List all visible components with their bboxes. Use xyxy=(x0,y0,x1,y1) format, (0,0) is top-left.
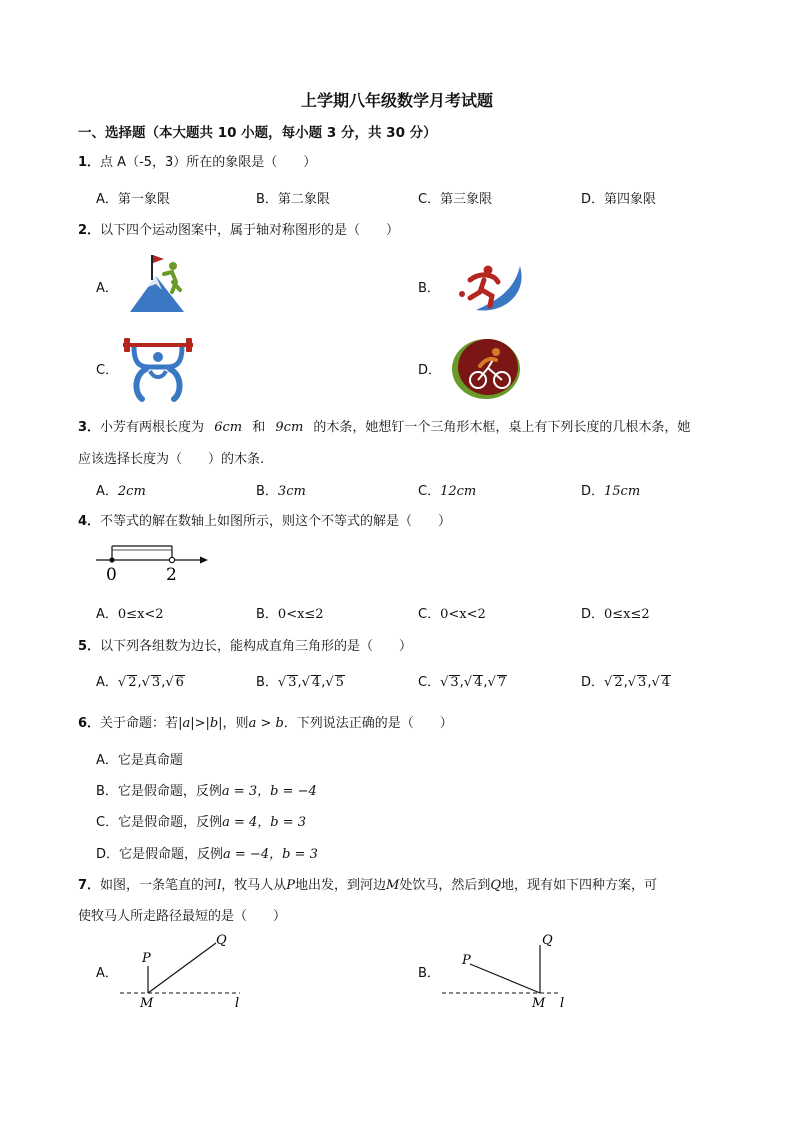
q7-option-b-label[interactable]: B． xyxy=(418,966,440,981)
runner-pictogram xyxy=(454,258,526,316)
question-number: 4． xyxy=(78,514,101,529)
option-math: a = 4，b = 3 xyxy=(222,815,307,830)
q5-option-a[interactable]: A．√ 2,√ 3,√ 6 xyxy=(96,675,184,690)
radicand: 6 xyxy=(175,675,184,690)
radicand: 3 xyxy=(288,675,297,690)
option-text: B．它是假命题，反例 xyxy=(96,784,222,799)
q1-option-c[interactable]: C．第三象限 xyxy=(418,192,493,207)
section-heading: 一、选择题（本大题共 10 小题，每小题 3 分，共 30 分） xyxy=(78,125,437,141)
radicand: 7 xyxy=(497,675,507,690)
question-text: 如图，一条笔直的河 xyxy=(100,878,218,893)
q3-option-a[interactable] xyxy=(96,480,146,499)
question-6 xyxy=(78,712,453,731)
open-dot-icon xyxy=(169,557,174,562)
q4-option-c[interactable] xyxy=(418,603,486,622)
question-5 xyxy=(78,635,412,654)
q2-option-a-label[interactable]: A． xyxy=(96,281,118,296)
axis-label-0: 0 xyxy=(106,565,117,585)
radicand: 2 xyxy=(128,675,137,690)
question-stem: 以下四个运动图案中，属于轴对称图形的是（ ） xyxy=(100,223,400,238)
number-line-figure xyxy=(92,538,212,586)
option-value: 0≤x≤2 xyxy=(604,607,650,622)
question-text: 小芳有两根长度为 xyxy=(100,420,205,435)
q7-option-a-label[interactable]: A． xyxy=(96,966,118,981)
q7-figure-b xyxy=(440,930,570,1012)
point-m-label: M xyxy=(532,996,546,1011)
option-value: 3cm xyxy=(277,484,306,499)
math-m: M xyxy=(386,878,400,893)
question-stem: 点 A（-5，3）所在的象限是（ ） xyxy=(100,155,317,170)
radicand: 4 xyxy=(661,675,671,690)
option-label: B． xyxy=(256,607,278,622)
question-7-line-2: 使牧马人所走路径最短的是（ ） xyxy=(78,909,287,924)
option-math: a = 3，b = −4 xyxy=(221,784,317,799)
radicand: 3 xyxy=(638,675,647,690)
option-label: B． xyxy=(256,675,278,690)
option-value: 15cm xyxy=(604,484,641,499)
option-label: A． xyxy=(96,607,118,622)
option-label: D． xyxy=(581,675,605,690)
option-label: D． xyxy=(581,484,605,499)
q3-option-d[interactable] xyxy=(581,480,640,499)
question-text: 处饮马，然后到 xyxy=(399,878,491,893)
option-text: C．它是假命题，反例 xyxy=(96,815,223,830)
radicand: 4 xyxy=(311,675,321,690)
question-number: 1． xyxy=(78,155,101,170)
q5-option-b[interactable]: B．√ 3,√ 4,√ 5 xyxy=(256,675,344,690)
question-stem: 不等式的解在数轴上如图所示，则这个不等式的解是（ ） xyxy=(100,514,452,529)
q2-option-d-label[interactable]: D． xyxy=(418,363,442,378)
question-3-line-1 xyxy=(78,416,690,435)
option-label: D． xyxy=(581,607,605,622)
line-l-label: l xyxy=(235,996,240,1011)
option-label: C． xyxy=(418,484,441,499)
math-p: P xyxy=(286,878,295,893)
q6-option-d[interactable] xyxy=(96,843,318,862)
page-title: 上学期八年级数学月考试题 xyxy=(300,91,493,110)
q7-figure-a xyxy=(118,930,248,1012)
option-text: A．它是真命题 xyxy=(96,753,183,768)
question-number: 6． xyxy=(78,716,101,731)
cyclist-pictogram xyxy=(450,336,522,402)
q2-option-b-label[interactable]: B． xyxy=(418,281,440,296)
q1-option-b[interactable]: B．第二象限 xyxy=(256,192,330,207)
q5-option-c[interactable]: C．√ 3,√ 4,√ 7 xyxy=(418,675,507,690)
line-l-label: l xyxy=(560,996,565,1011)
question-text: 和 xyxy=(252,420,266,435)
radicand: 4 xyxy=(474,675,483,690)
question-text: ，牧马人从 xyxy=(221,878,287,893)
option-math: a = −4，b = 3 xyxy=(223,847,318,862)
question-number: 2． xyxy=(78,223,101,238)
radicand: 3 xyxy=(151,675,161,690)
q1-option-d[interactable]: D．第四象限 xyxy=(581,192,657,207)
option-text: D．它是假命题，反例 xyxy=(96,847,224,862)
q4-option-b[interactable] xyxy=(256,603,324,622)
length-value: 6cm xyxy=(214,420,243,435)
option-value: 0<x≤2 xyxy=(277,607,324,622)
condition-math: |a|>|b| xyxy=(178,716,223,731)
option-label: C． xyxy=(418,607,441,622)
option-label: A． xyxy=(96,484,118,499)
question-2 xyxy=(78,219,399,238)
question-3-line-2: 应该选择长度为（ ）的木条. xyxy=(78,452,265,467)
mountain-climber-pictogram xyxy=(126,252,188,314)
arrow-icon xyxy=(200,557,208,564)
question-text: 关于命题：若 xyxy=(100,716,179,731)
weightlifter-pictogram xyxy=(120,335,196,403)
q6-option-c[interactable] xyxy=(96,811,306,830)
option-value: 12cm xyxy=(440,484,477,499)
point-q-label: Q xyxy=(542,933,553,948)
point-m-label: M xyxy=(140,996,154,1011)
math-l: l xyxy=(217,878,222,893)
q1-option-a[interactable]: A．第一象限 xyxy=(96,192,170,207)
point-p-label: P xyxy=(142,951,151,966)
q3-option-b[interactable] xyxy=(256,480,306,499)
closed-dot-icon xyxy=(109,557,114,562)
q6-option-b[interactable] xyxy=(96,780,317,799)
question-stem: 以下列各组数为边长，能构成直角三角形的是（ ） xyxy=(100,639,413,654)
question-text: 地出发，到河边 xyxy=(295,878,387,893)
question-1 xyxy=(78,151,316,170)
point-q-label: Q xyxy=(216,933,227,948)
question-number: 3． xyxy=(78,420,101,435)
conclusion-math: a > b xyxy=(248,716,284,731)
option-label: B． xyxy=(256,484,278,499)
question-number: 7． xyxy=(78,878,101,893)
q5-option-d[interactable]: D．√ 2,√ 3,√ 4 xyxy=(581,675,671,690)
length-value: 9cm xyxy=(275,420,304,435)
option-value: 2cm xyxy=(117,484,146,499)
question-text: ，则 xyxy=(222,716,249,731)
question-text: 地，现有如下四种方案，可 xyxy=(501,878,658,893)
radicand: 2 xyxy=(614,675,623,690)
option-value: 0<x<2 xyxy=(440,607,486,622)
option-label: C． xyxy=(418,675,441,690)
q4-option-a[interactable] xyxy=(96,603,164,622)
option-value: 0≤x<2 xyxy=(117,607,164,622)
question-7-line-1 xyxy=(78,874,657,893)
radicand: 5 xyxy=(335,675,344,690)
q2-option-c-label[interactable]: C． xyxy=(96,363,119,378)
q6-option-a[interactable] xyxy=(96,749,183,768)
question-text: 的木条，她想钉一个三角形木框，桌上有下列长度的几根木条，她 xyxy=(313,420,691,435)
question-text: ．下列说法正确的是（ ） xyxy=(283,716,453,731)
question-number: 5． xyxy=(78,639,101,654)
axis-label-2: 2 xyxy=(166,565,177,585)
q3-option-c[interactable] xyxy=(418,480,476,499)
point-p-label: P xyxy=(462,953,471,968)
option-label: A． xyxy=(96,675,118,690)
question-4 xyxy=(78,510,451,529)
q4-option-d[interactable] xyxy=(581,603,650,622)
math-q: Q xyxy=(490,878,502,893)
radicand: 3 xyxy=(450,675,459,690)
